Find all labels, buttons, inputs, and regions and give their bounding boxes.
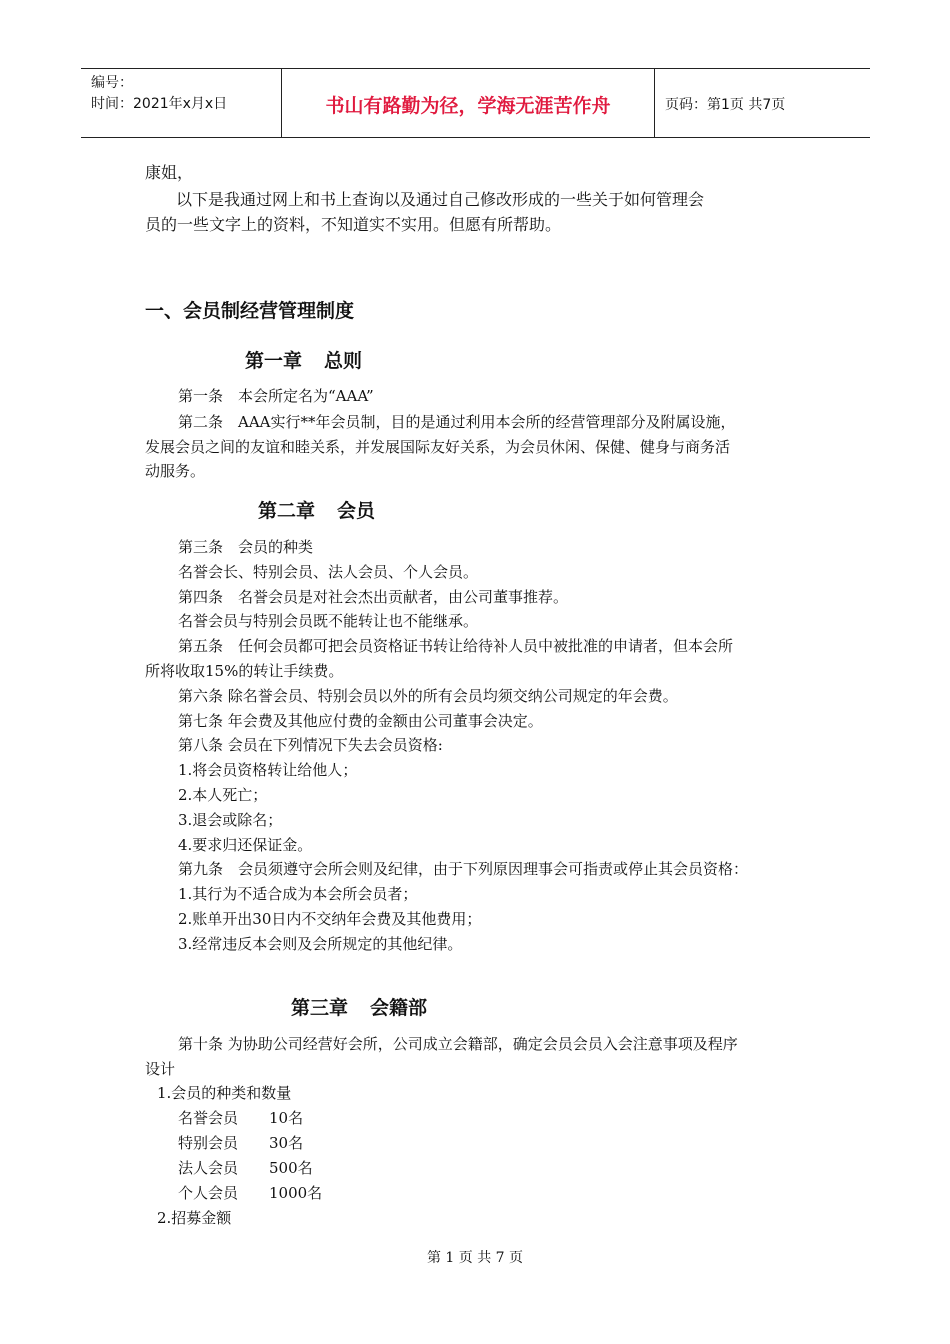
- number-label: 编号：: [91, 75, 133, 91]
- intro-line-1: 以下是我通过网上和书上查询以及通过自己修改形成的一些关于如何管理会: [176, 190, 705, 209]
- ch2-line: 第八条 会员在下列情况下失去会员资格:: [178, 736, 443, 754]
- article-1: 第一条 本会所定名为“AAA”: [178, 387, 374, 405]
- header-motto-cell: [282, 69, 655, 137]
- page-footer: 第 1 页 共 7 页: [426, 1250, 524, 1266]
- chapter-1-title: [245, 346, 362, 373]
- member-count: 500名: [269, 1159, 313, 1177]
- chapter-3-title: [291, 993, 427, 1020]
- ch2-line: 1.其行为不适合成为本会所会员者；: [178, 885, 418, 903]
- article-10-line-1: 第十条 为协助公司经营好会所，公司成立会籍部，确定会员会员入会注意事项及程序: [178, 1035, 738, 1053]
- chapter-2-title: [258, 496, 375, 523]
- ch2-line: 3.退会或除名；: [178, 811, 283, 829]
- ch2-line: 第三条 会员的种类: [178, 538, 314, 556]
- ch2-line: 第七条 年会费及其他应付费的金额由公司董事会决定。: [178, 712, 543, 730]
- page-info: 页码：第1页 共7页: [665, 97, 786, 113]
- ch2-line: 3.经常违反本会则及会所规定的其他纪律。: [178, 935, 463, 953]
- article-10-line-2: 设计: [145, 1060, 176, 1078]
- chapter-1-name: 总则: [324, 350, 363, 372]
- ch2-line: 2.本人死亡；: [178, 786, 268, 804]
- ch2-line: 所将收取15%的转让手续费。: [145, 662, 344, 680]
- member-count: 30名: [269, 1134, 304, 1152]
- member-count: 10名: [269, 1109, 304, 1127]
- article-2-line-3: 动服务。: [145, 462, 206, 480]
- ch2-line: 1.将会员资格转让给他人；: [178, 761, 358, 779]
- member-type: 个人会员: [178, 1184, 239, 1202]
- time-label: 时间：2021年x月x日: [91, 96, 228, 112]
- chapter-1-number: 第一章: [245, 350, 303, 372]
- chapter-2-name: 会员: [337, 500, 376, 522]
- chapter-2-number: 第二章: [258, 500, 316, 522]
- member-type: 名誉会员: [178, 1109, 239, 1127]
- chapter-3-name: 会籍部: [370, 997, 428, 1019]
- ch2-line: 第六条 除名誉会员、特别会员以外的所有会员均须交纳公司规定的年会费。: [178, 687, 678, 705]
- intro-line-2: 员的一些文字上的资料，不知道实不实用。但愿有所帮助。: [145, 215, 562, 234]
- ch2-line: 2.账单开出30日内不交纳年会费及其他费用；: [178, 910, 482, 928]
- chapter-3-number: 第三章: [291, 997, 349, 1019]
- ch2-line: 名誉会员与特别会员既不能转让也不能继承。: [178, 612, 479, 630]
- page-header: [81, 68, 870, 138]
- ch2-line: 第四条 名誉会员是对社会杰出贡献者，由公司董事推荐。: [178, 588, 569, 606]
- ch2-line: 4.要求归还保证金。: [178, 836, 313, 854]
- ch2-line: 第五条 任何会员都可把会员资格证书转让给待补人员中被批准的申请者，但本会所: [178, 637, 734, 655]
- ch2-line: 名誉会长、特别会员、法人会员、个人会员。: [178, 563, 479, 581]
- ch2-line: 第九条 会员须遵守会所会则及纪律，由于下列原因理事会可指责或停止其会员资格：: [178, 860, 749, 878]
- article-2-line-1: 第二条 AAA实行**年会员制，目的是通过利用本会所的经营管理部分及附属设施，: [178, 413, 736, 431]
- greeting: 康姐，: [145, 163, 194, 182]
- member-type: 法人会员: [178, 1159, 239, 1177]
- motto: 书山有路勤为径，学海无涯苦作舟: [325, 95, 611, 117]
- header-meta-cell: [81, 69, 282, 137]
- member-type: 特别会员: [178, 1134, 239, 1152]
- subsection-2: 2.招募金额: [157, 1209, 232, 1227]
- header-page-cell: [655, 69, 870, 137]
- subsection-1: 1.会员的种类和数量: [157, 1084, 292, 1102]
- article-2-line-2: 发展会员之间的友谊和睦关系，并发展国际友好关系，为会员休闲、保健、健身与商务活: [145, 438, 731, 456]
- section-title: 一、会员制经营管理制度: [145, 300, 355, 322]
- member-count: 1000名: [269, 1184, 323, 1202]
